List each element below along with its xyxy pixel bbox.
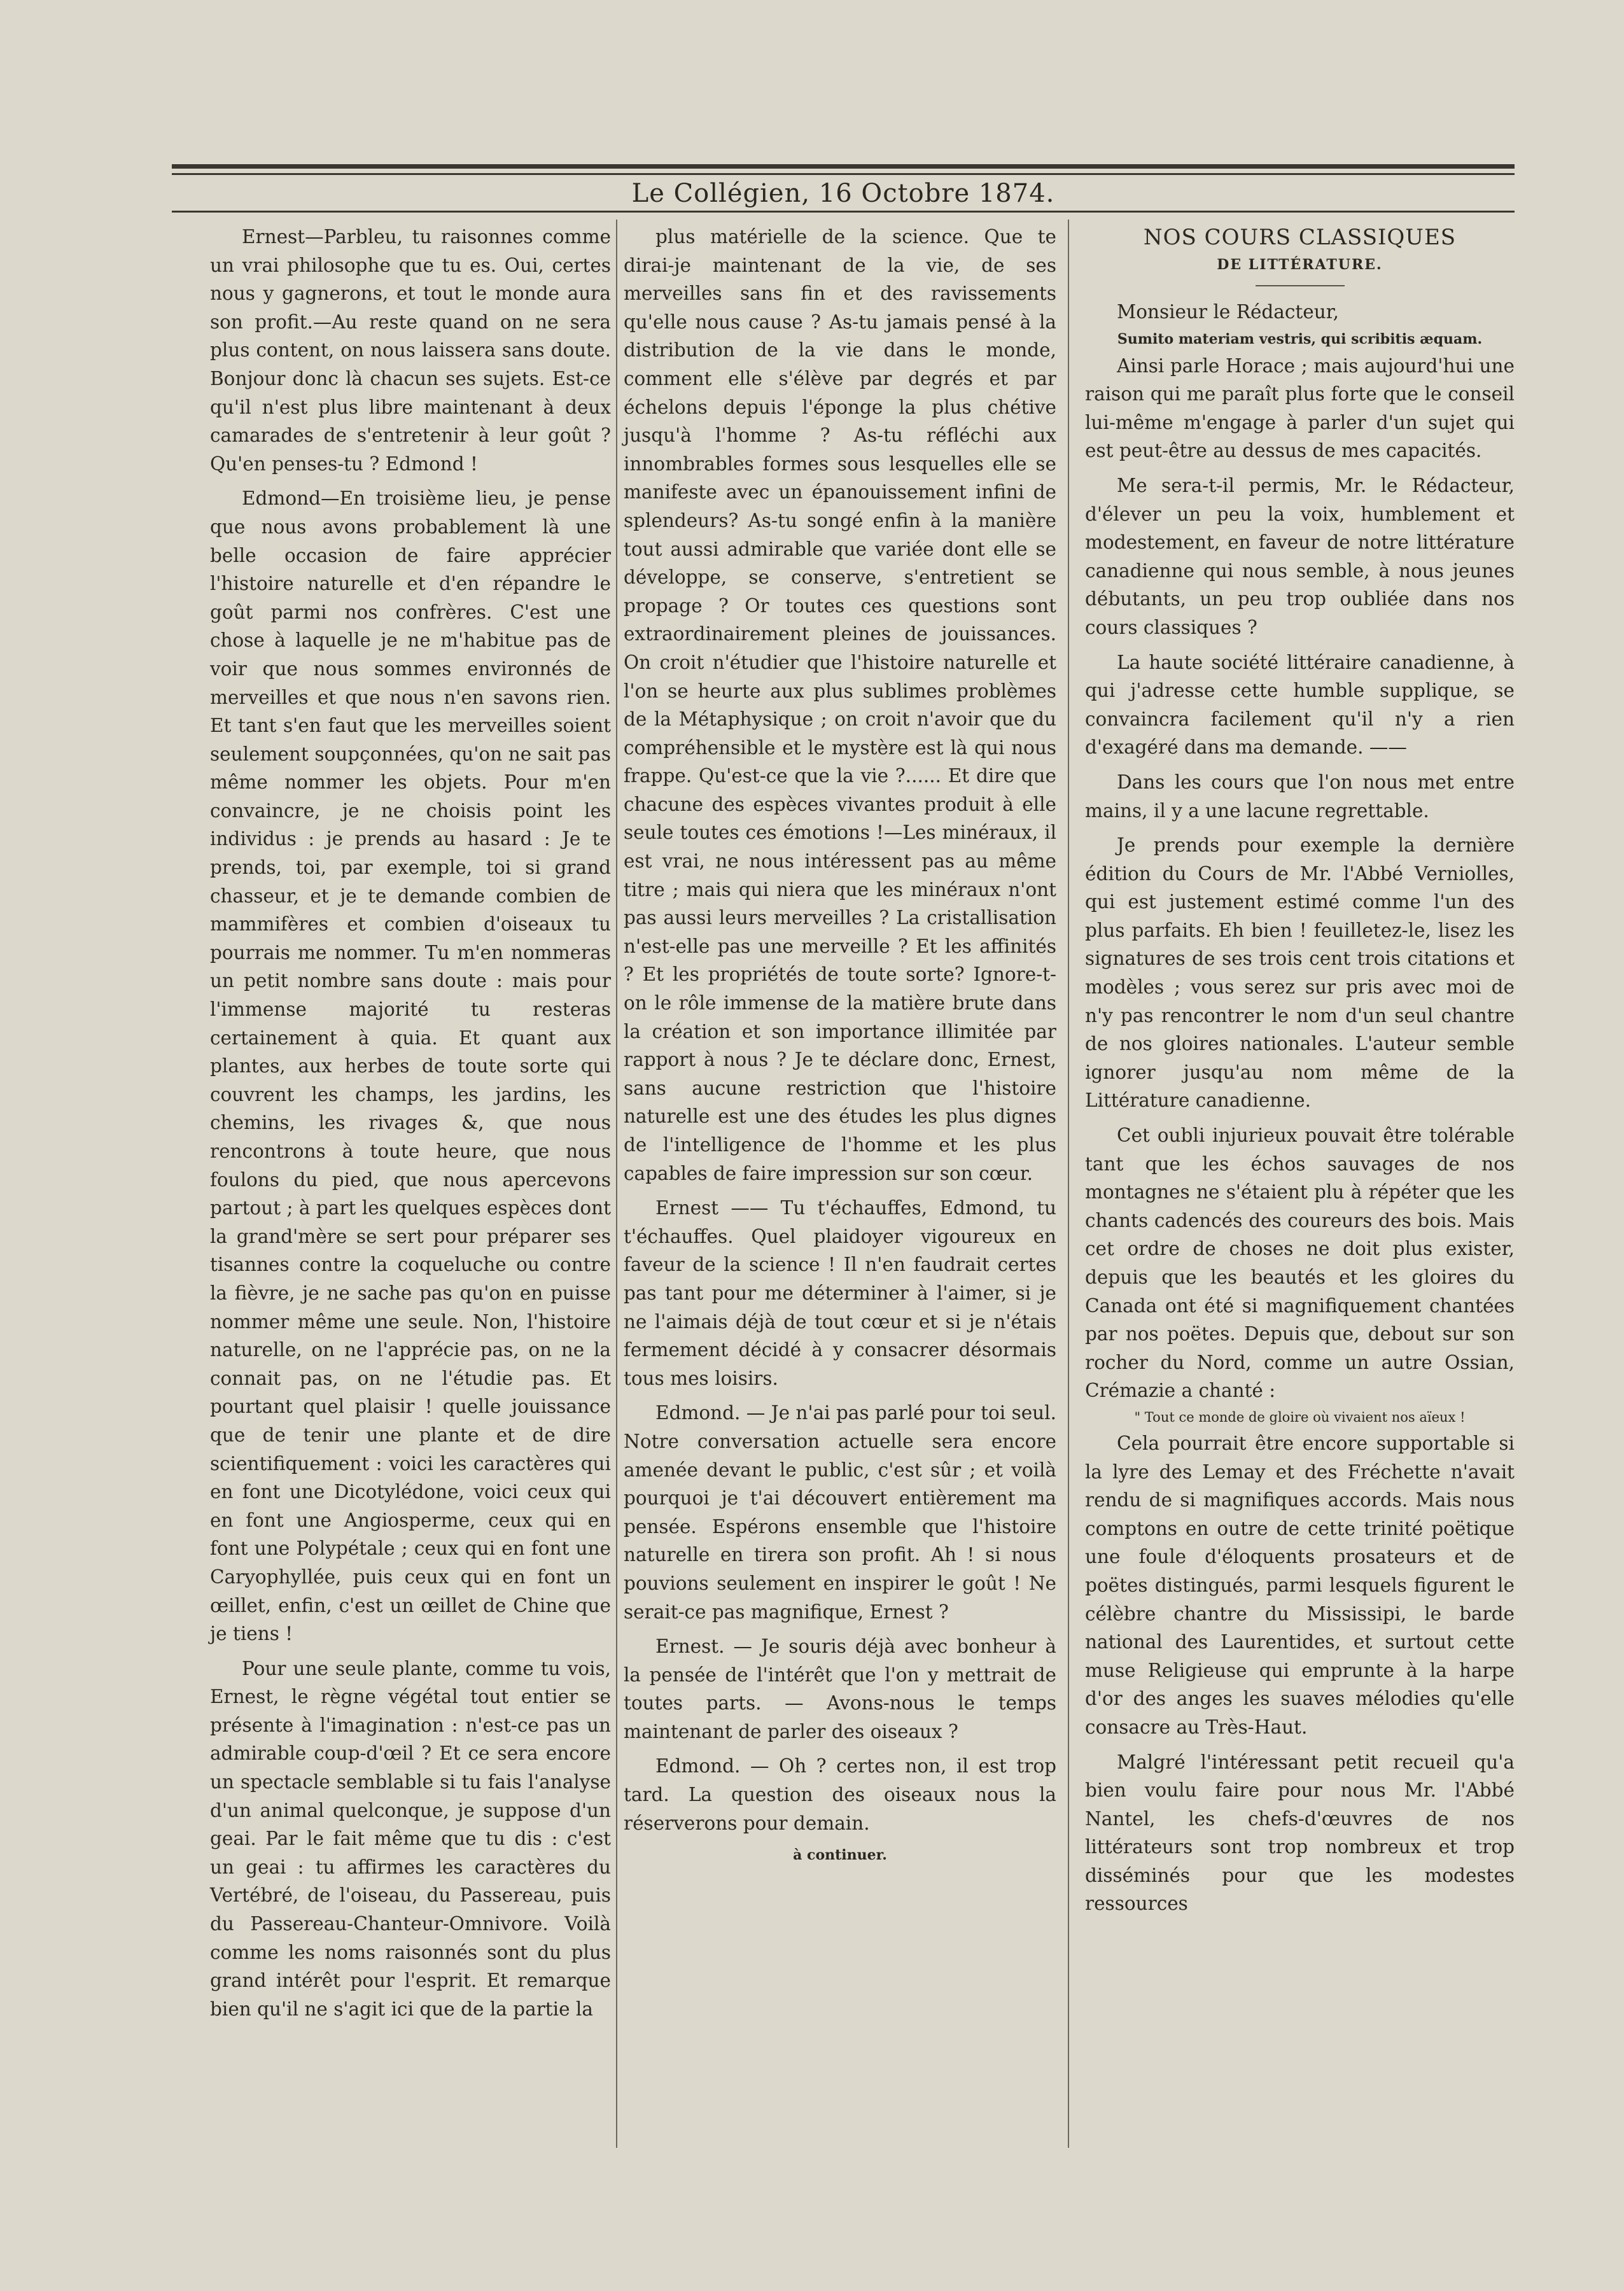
paragraph: Je prends pour exemple la dernière édition du Cours de Mr. l'Abbé Verniolles, qui est justement estimé comme l'un des plus parfaits. Eh bien ! feuilletez-le, lisez les signatures de ses trois cent trois citations et modèles ; vous serez sur pris avec moi de n'y pas rencontrer le nom d'un seul chantre de nos gloires nationales. L'auteur semble ignorer jusqu'au nom même de la Littérature canadienne.: [1085, 834, 1515, 1112]
article-title: NOS COURS CLASSIQUES: [1143, 225, 1457, 250]
top-rule-thick: [172, 164, 1515, 169]
paragraph: Me sera-t-il permis, Mr. le Rédacteur, d'élever un peu la voix, humblement et modestement, en faveur de notre littérature canadienne qui nous semble, à nous jeunes débutants, un peu trop oubliée dans nos cours classiques ?: [1085, 474, 1515, 638]
title-rule: [1256, 285, 1345, 286]
paragraph: Edmond. — Oh ? certes non, il est trop tard. La question des oiseaux nous la réserverons pour demain.: [624, 1755, 1056, 1834]
paragraph: Edmond—En troisième lieu, je pense que nous avons probablement là une belle occasion de faire apprécier l'histoire naturelle et d'en répandre le goût parmi nos confrères. C'est une chose à laquelle je ne m'habitue pas de voir que nous sommes environnés de merveilles et que nous n'en savons rien. Et tant s'en faut que les merveilles soient seulement soupçonnées, qu'on ne sait pas même nommer les objets. Pour m'en convaincre, je ne choisis point les individus : je prends au hasard : Je te prends, toi, par exemple, toi si grand chasseur, et je te demande combien de mammifères et combien d'oiseaux tu pourrais me nommer. Tu m'en nommeras un petit nombre sans doute : mais pour l'immense majorité tu resteras certainement à quia. Et quant aux plantes, aux herbes de toute sorte qui couvrent les champs, les jardins, les chemins, les rivages &, que nous rencontrons à toute heure, que nous foulons du pied, que nous apercevons partout ; à part les quelques espèces dont la grand'mère se sert pour préparer ses tisannes contre la coqueluche ou contre la fièvre, je ne sache pas qu'on en puisse nommer même une seule. Non, l'histoire naturelle, on ne l'apprécie pas, on ne la connait pas, on ne l'étudie pas. Et pourtant quel plaisir ! quelle jouissance que de tenir une plante et de dire scientifiquement : voici les caractères qui en font une Dicotylédone, voici ceux qui en font une Angiosperme, ceux qui en font une Polypétale ; ceux qui en font une Caryophyllée, puis ceux qui en font un œillet, enfin, c'est un œillet de Chine que je tiens !: [210, 487, 611, 1645]
column-divider-1: [616, 220, 617, 2148]
paragraph: Dans les cours que l'on nous met entre mains, il y a une lacune regrettable.: [1085, 771, 1515, 822]
paragraph: Cela pourrait être encore supportable si la lyre des Lemay et des Fréchette n'avait rendu de si magnifiques accords. Mais nous comptons en outre de cette trinité poëtique une foule d'éloquents prosateurs et de poëtes distingués, parmi lesquels figurent le célèbre chantre du Mississipi, le barde national des Laurentides, et surtout cette muse Religieuse qui emprunte à la harpe d'or des anges les suaves mélodies qu'elle consacre au Très-Haut.: [1085, 1432, 1515, 1738]
column-divider-2: [1068, 220, 1069, 2148]
paragraph: Edmond. — Je n'ai pas parlé pour toi seul. Notre conversation actuelle sera encore amenée devant le public, c'est sûr ; et voilà pourquoi je t'ai découvert entièrement ma pensée. Espérons ensemble que l'histoire naturelle en tirera son profit. Ah ! si nous pouvions seulement en inspirer le goût ! Ne serait-ce pas magnifique, Ernest ?: [624, 1402, 1056, 1623]
paragraph: Malgré l'intéressant petit recueil qu'a bien voulu faire pour nous Mr. l'Abbé Nantel, les chefs-d'œuvres de nos littérateurs sont trop nombreux et trop disséminés pour que les modestes ressources: [1085, 1751, 1515, 1915]
paragraph: Ernest. — Je souris déjà avec bonheur à la pensée de l'intérêt que l'on y mettrait de toutes parts. — Avons-nous le temps maintenant de parler des oiseaux ?: [624, 1636, 1056, 1742]
article-subtitle: DE LITTÉRATURE.: [1217, 256, 1383, 273]
masthead: Le Collégien, 16 Octobre 1874.: [631, 179, 1055, 208]
to-be-continued-note: à continuer.: [793, 1847, 887, 1864]
paragraph: La haute société littéraire canadienne, à qui j'adresse cette humble supplique, se convaincra facilement qu'il n'y a rien d'exagéré dans ma demande. ——: [1085, 651, 1515, 759]
salutation: Monsieur le Rédacteur,: [1117, 301, 1339, 323]
paragraph: Ernest—Parbleu, tu raisonnes comme un vrai philosophe que tu es. Oui, certes nous y gagnerons, et tout le monde aura son profit.—Au reste quand on ne sera plus content, on nous laissera sans doute. Bonjour donc là chacun ses sujets. Est-ce qu'il n'est plus libre maintenant à deux camarades de s'entretenir à leur goût ? Qu'en penses-tu ? Edmond !: [210, 226, 611, 475]
paragraph: Ernest —— Tu t'échauffes, Edmond, tu t'échauffes. Quel plaidoyer vigoureux en faveur de la science ! Il n'en faudrait certes pas tant pour me déterminer à l'aimer, si je ne l'aimais déjà de tout cœur et si je n'étais fermement décidé à y consacrer désormais tous mes loisirs.: [624, 1197, 1056, 1389]
top-rule-thin: [172, 173, 1515, 175]
paragraph: Pour une seule plante, comme tu vois, Ernest, le règne végétal tout entier se présente à l'imagination : n'est-ce pas un admirable coup-d'œil ? Et ce sera encore un spectacle semblable si tu fais l'analyse d'un animal quelconque, je suppose d'un geai. Par le fait même que tu dis : c'est un geai : tu affirmes les caractères du Vertébré, de l'oiseau, du Passereau, puis du Passereau-Chanteur-Omnivore. Voilà comme les noms raisonnés sont du plus grand intérêt pour l'esprit. Et remarque bien qu'il ne s'agit ici que de la partie la: [210, 1657, 611, 2020]
paragraph: Cet oubli injurieux pouvait être tolérable tant que les échos sauvages de nos montagnes ne s'étaient plu à répéter que les chants cadencés des coureurs des bois. Mais cet ordre de choses ne doit plus exister, depuis que les beautés et les gloires du Canada ont été si magnifiquement chantées par nos poëtes. Depuis que, debout sur son rocher du Nord, comme un autre Ossian, Crémazie a chanté :: [1085, 1124, 1515, 1402]
epigraph: Sumito materiam vestris, qui scribitis æquam.: [1117, 330, 1483, 347]
column-1: [210, 223, 611, 2023]
paragraph: plus matérielle de la science. Que te dirai-je maintenant de la vie, de ses merveilles sans fin et des ravissements qu'elle nous cause ? As-tu jamais pensé à la distribution de la vie dans le monde, comment elle s'élève par degrés et par échelons depuis l'éponge la plus chétive jusqu'à l'homme ? As-tu réfléchi aux innombrables formes sous lesquelles elle se manifeste avec un épanouissement infini de splendeurs? As-tu songé enfin à la manière tout aussi admirable que variée dont elle se développe, se conserve, s'entretient se propage ? Or toutes ces questions sont extraordinairement pleines de jouissances. On croit n'étudier que l'histoire naturelle et l'on se heurte aux plus sublimes problèmes de la Métaphysique ; on croit n'avoir que du compréhensible et le mystère est là qui nous frappe. Qu'est-ce que la vie ?...... Et dire que chacune des espèces vivantes produit à elle seule toutes ces émotions !—Les minéraux, il est vrai, ne nous intéressent pas au même titre ; mais qui niera que les minéraux n'ont pas aussi leurs merveilles ? La cristallisation n'est-elle pas une merveille ? Et les affinités ? Et les propriétés de toute sorte? Ignore-t-on le rôle immense de la matière brute dans la création et son importance illimitée par rapport à nous ? Je te déclare donc, Ernest, sans aucune restriction que l'histoire naturelle est une des études les plus dignes de l'intelligence de l'homme et les plus capables de faire impression sur son cœur.: [624, 226, 1056, 1184]
paragraph: Ainsi parle Horace ; mais aujourd'hui une raison qui me paraît plus forte que le conseil lui-même m'engage à parler d'un sujet qui est peut-être au dessus de mes capacités.: [1085, 354, 1515, 462]
poem-quote: " Tout ce monde de gloire où vivaient nos aïeux !: [1134, 1409, 1466, 1425]
header-underline: [172, 211, 1515, 213]
column-3: [1085, 223, 1515, 1918]
column-2: [624, 223, 1056, 1870]
